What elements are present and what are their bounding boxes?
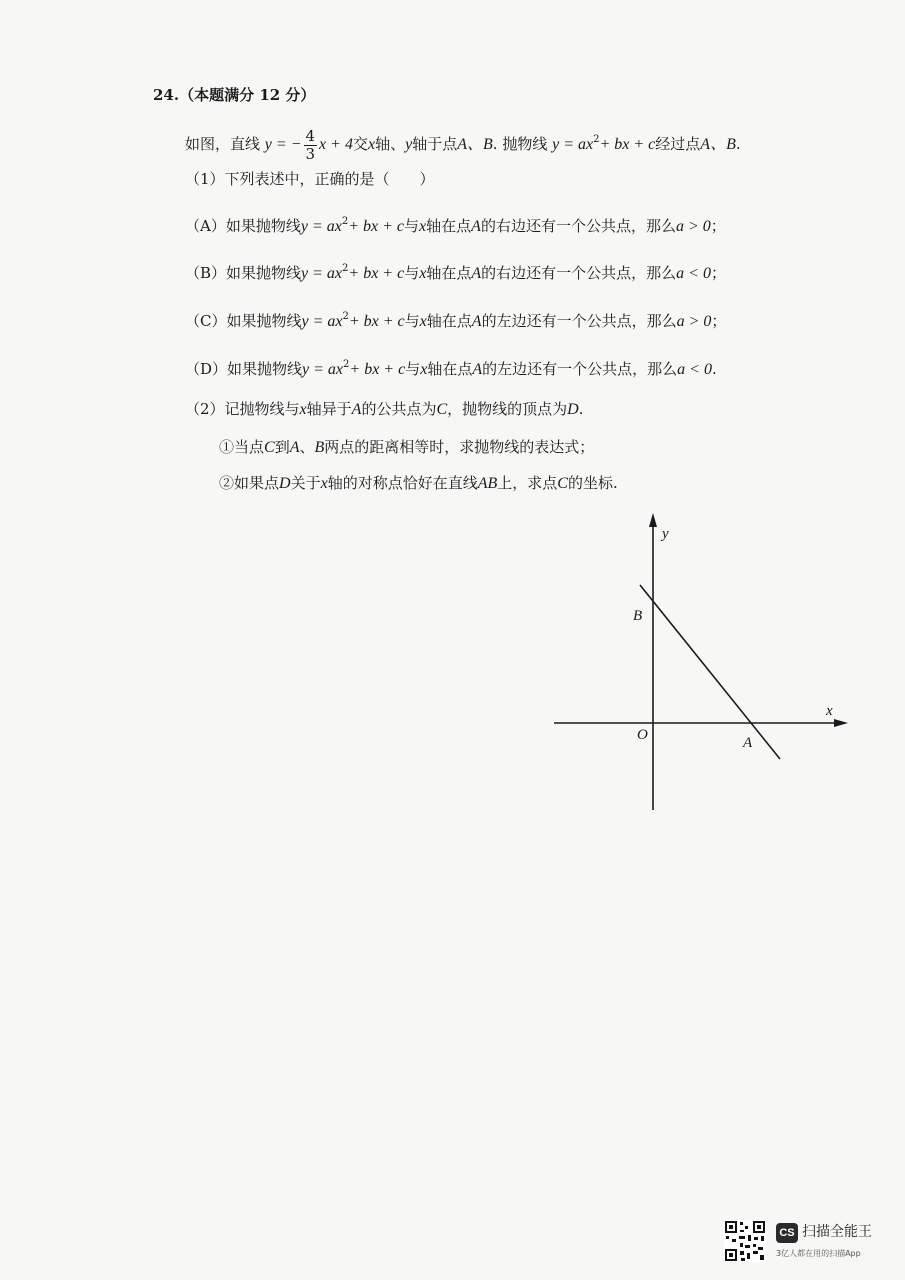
line-ab: AB	[477, 475, 498, 492]
option-eq: y = ax	[302, 361, 344, 378]
var-x: x	[367, 136, 376, 153]
question-header	[153, 84, 315, 106]
part1-stem: （1）下列表述中，正确的是（ ）	[185, 170, 435, 188]
sub1-text: 两点的距离相等时，求抛物线的表达式；	[324, 438, 595, 456]
option-text: 的右边还有一个公共点，那么	[481, 264, 677, 282]
sub2-text: 上，求点	[497, 474, 558, 492]
option-c	[185, 306, 726, 333]
points-ab-2: A、B	[700, 136, 736, 153]
point-a-label: A	[743, 735, 753, 751]
option-condition: a > 0	[675, 218, 711, 235]
superscript-2: 2	[342, 311, 349, 322]
option-condition: a < 0	[677, 361, 712, 378]
option-eq: y = ax	[300, 218, 342, 235]
sub2-text: ②如果点	[219, 474, 280, 492]
part2-sub1	[219, 436, 594, 459]
point-b: B	[314, 439, 325, 456]
option-text: 与	[404, 264, 420, 282]
option-d	[185, 354, 717, 381]
intro-text-6: 经过点	[655, 135, 701, 153]
line-equation-rhs: x + 4	[319, 136, 353, 153]
option-text: 的左边还有一个公共点，那么	[482, 360, 678, 378]
intro-text-4: 轴于点	[412, 135, 458, 153]
question-number: 24.	[153, 86, 180, 104]
var-x: x	[320, 475, 328, 492]
option-end: ；	[711, 312, 727, 330]
part2-stem	[185, 398, 584, 421]
intro-text-3: 轴、	[375, 135, 406, 153]
y-axis-label: y	[662, 526, 669, 542]
option-text: 的左边还有一个公共点，那么	[481, 312, 677, 330]
point-a: A	[289, 439, 300, 456]
fraction-numerator: 4	[305, 126, 316, 145]
option-condition: a > 0	[676, 313, 712, 330]
sub2-text: 的坐标.	[567, 474, 618, 492]
var-x: x	[299, 401, 307, 418]
coordinate-graph	[540, 505, 870, 825]
option-text: 轴在点	[426, 312, 472, 330]
option-text: 轴在点	[427, 360, 473, 378]
scanner-watermark	[724, 1220, 894, 1266]
sub1-text: 、	[299, 438, 315, 456]
var-x: x	[420, 361, 428, 378]
option-eq-rest: + bx + c	[348, 218, 405, 235]
superscript-2: 2	[342, 263, 349, 274]
option-label: （D）如果抛物线	[185, 360, 303, 378]
option-a	[185, 211, 726, 238]
fraction	[304, 128, 318, 163]
line-ab	[640, 585, 780, 759]
option-eq-rest: + bx + c	[348, 265, 405, 282]
option-text: 轴在点	[426, 264, 472, 282]
superscript-2: 2	[593, 134, 600, 145]
point-c: C	[264, 439, 275, 456]
option-eq-rest: + bx + c	[349, 361, 406, 378]
option-text: 与	[405, 360, 421, 378]
intro-text-5: . 抛物线	[492, 135, 548, 153]
x-axis-arrow	[834, 719, 848, 727]
sub1-text: ①当点	[219, 438, 265, 456]
part2-text: ，抛物线的顶点为	[447, 400, 568, 418]
option-label: （A）如果抛物线	[185, 217, 301, 235]
point-b-label: B	[633, 608, 643, 624]
origin-label: O	[637, 727, 648, 743]
option-end: ；	[710, 264, 726, 282]
superscript-2: 2	[341, 216, 349, 227]
option-end: ；	[710, 217, 726, 235]
point-a: A	[351, 401, 362, 418]
brand-slogan: 3亿人都在用的扫描App	[776, 1249, 861, 1258]
point-c: C	[557, 475, 568, 492]
point-a: A	[472, 361, 483, 378]
intro-end: .	[735, 135, 741, 153]
point-a: A	[471, 313, 482, 330]
option-label: （C）如果抛物线	[185, 312, 302, 330]
var-y: y	[405, 136, 413, 153]
parabola-equation-rest: + bx + c	[599, 136, 656, 153]
sub2-text: 关于	[290, 474, 321, 492]
superscript-2: 2	[343, 359, 350, 370]
point-a: A	[471, 265, 482, 282]
intro-text-1: 如图，直线	[185, 135, 261, 153]
option-end: .	[711, 360, 717, 378]
qr-code-icon	[724, 1220, 766, 1262]
fraction-denominator: 3	[305, 144, 316, 163]
sub1-text: 到	[274, 438, 290, 456]
part2-text: 轴异于	[306, 400, 352, 418]
var-x: x	[419, 313, 427, 330]
option-text: 与	[404, 312, 420, 330]
option-text: 轴在点	[426, 217, 472, 235]
question-score: （本题满分 12 分）	[179, 86, 316, 104]
part2-end: .	[578, 400, 584, 418]
point-d: D	[279, 475, 291, 492]
x-axis-label: x	[826, 703, 833, 719]
option-eq-rest: + bx + c	[348, 313, 405, 330]
var-x: x	[419, 265, 427, 282]
sub2-text: 轴的对称点恰好在直线	[327, 474, 478, 492]
option-b	[185, 258, 726, 285]
parabola-equation: y = ax	[552, 136, 594, 153]
camscanner-logo: CS	[776, 1223, 798, 1243]
option-eq: y = ax	[301, 265, 343, 282]
option-text: 与	[404, 217, 420, 235]
option-condition: a < 0	[676, 265, 711, 282]
line-equation-lhs: y = −	[264, 136, 302, 153]
intro-text-2: 交	[352, 135, 368, 153]
part2-text: 的公共点为	[361, 400, 437, 418]
part2-text: （2）记抛物线与	[185, 400, 300, 418]
option-label: （B）如果抛物线	[185, 264, 302, 282]
point-a: A	[471, 218, 481, 235]
point-d: D	[567, 401, 579, 418]
y-axis-arrow	[649, 513, 657, 527]
option-eq: y = ax	[301, 313, 343, 330]
option-text: 的右边还有一个公共点，那么	[480, 217, 676, 235]
points-ab: A、B	[457, 136, 493, 153]
var-x: x	[419, 218, 427, 235]
question-intro	[185, 120, 741, 165]
part2-sub2	[219, 472, 618, 495]
brand-name: 扫描全能王	[802, 1224, 872, 1240]
point-c: C	[436, 401, 448, 418]
